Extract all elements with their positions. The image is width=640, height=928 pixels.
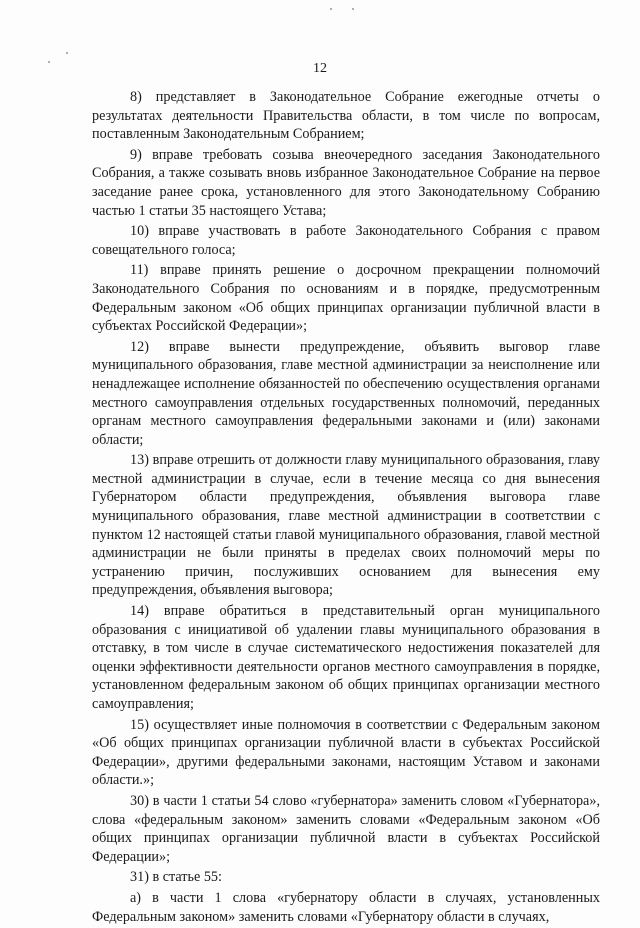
paragraph-item-14: 14) вправе обратиться в представительный орган муниципального образования с инициативой об удалении главы муниципального образования в отставку, в том числе в случае систематического недостижения показателей для оценки эффективности деятельности органов местного самоуправления в порядке, установленном федеральным законом об общих принципах организации местного самоуправления;: [92, 603, 600, 712]
paragraph-item-8: 8) представляет в Законодательное Собрание ежегодные отчеты о результатах деятельности Правительства области, в том числе по вопросам, поставленным Законодательным Собранием;: [92, 89, 600, 143]
paragraph-item-10: 10) вправе участвовать в работе Законодательного Собрания с правом совещательного голоса;: [92, 223, 600, 258]
page-number: 12: [313, 61, 327, 76]
paragraph-item-13: 13) вправе отрешить от должности главу муниципального образования, главу местной администрации в случае, если в течение месяца со дня вынесения Губернатором области предупреждения, объявления выговора главе муниципального образования, главе местной администрации в соответствии с пунктом 12 настоящей статьи главой муниципального образования, главой местной администрации не были приняты в пределах своих полномочий меры по устранению причин, послуживших основанием для вынесения ему предупреждения, объявления выговора;: [92, 452, 600, 599]
paragraph-item-11: 11) вправе принять решение о досрочном прекращении полномочий Законодательного Собрания по основаниям и в порядке, предусмотренным Федеральным законом «Об общих принципах организации публичной власти в субъектах Российской Федерации»;: [92, 262, 600, 335]
paragraph-item-15: 15) осуществляет иные полномочия в соответствии с Федеральным законом «Об общих принципах организации публичной власти в субъектах Российской Федерации», другими федеральными законами, настоящим Уставом и законами области.»;: [92, 716, 600, 789]
paragraph-item-30: 30) в части 1 статьи 54 слово «губернатора» заменить словом «Губернатора», слова «федеральным законом» заменить словами «Федеральным законом «Об общих принципах организации публичной власти в субъектах Российской Федерации»;: [92, 792, 600, 865]
scan-speck: [66, 52, 68, 54]
scan-speck: [352, 8, 354, 10]
scan-speck: [330, 8, 332, 10]
paragraph-item-12: 12) вправе вынести предупреждение, объявить выговор главе муниципального образования, главе местной администрации за неисполнение или ненадлежащее исполнение обязанностей по обеспечению осуществления органами местного самоуправления отдельных государственных полномочий, переданных органам местного самоуправления федеральными законами и (или) законами области;: [92, 338, 600, 448]
document-body: [92, 88, 600, 928]
paragraph-item-31: 31) в статье 55:: [130, 869, 222, 886]
paragraph-subitem-a: а) в части 1 слова «губернатору области в случаях, установленных Федеральным законом» заменить словами «Губернатору области в случаях,: [92, 889, 600, 925]
paragraph-item-9: 9) вправе требовать созыва внеочередного заседания Законодательного Собрания, а также созывать вновь избранное Законодательное Собрание на первое заседание ранее срока, установленного для этого Законодательному Собранию частью 1 статьи 35 настоящего Устава;: [92, 146, 600, 219]
